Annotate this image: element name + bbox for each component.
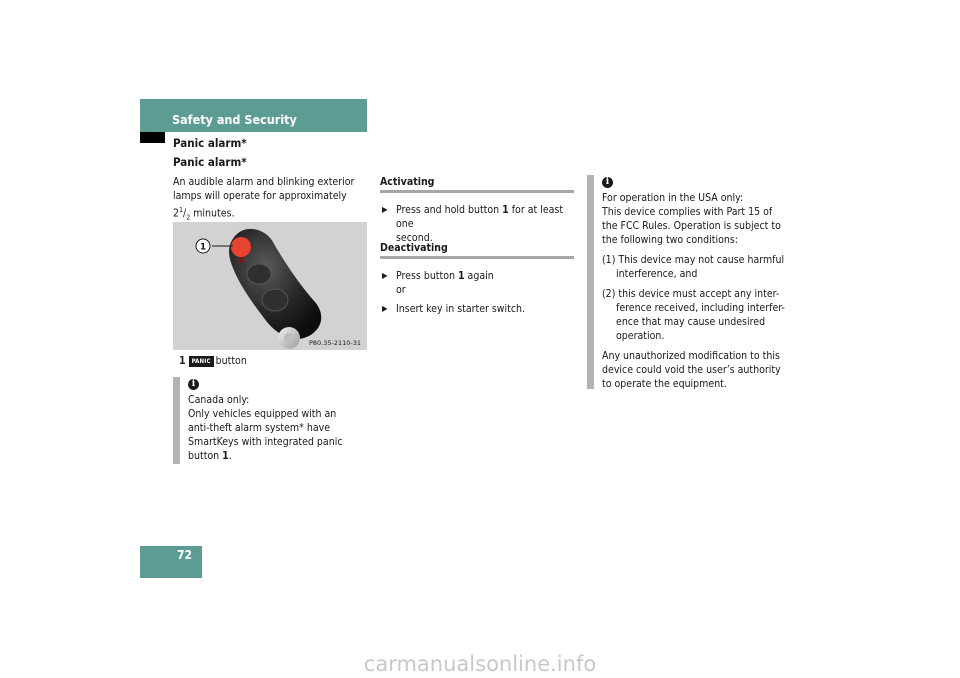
step-line: second.	[396, 232, 433, 244]
fcc-closing-line: to operate the equipment.	[602, 378, 727, 390]
image-caption	[179, 354, 247, 368]
fcc-info-box	[587, 175, 792, 389]
header-marker	[140, 132, 165, 143]
fcc-closing-line: device could void the user’s authority	[602, 364, 781, 376]
step-ref: 1	[502, 204, 509, 216]
fcc-line: This device complies with Part 15 of	[602, 206, 773, 218]
fcc-condition-1	[602, 253, 792, 281]
intro-line: An audible alarm and blinking exterior	[173, 176, 355, 188]
condition-line: ence that may cause undesired	[616, 316, 766, 328]
step-text: again	[464, 270, 494, 282]
intro-duration: $2^1/_2$ minutes.	[173, 206, 235, 222]
deactivating-step-2	[380, 302, 574, 316]
condition-line: (2) this device must accept any inter-	[602, 288, 780, 300]
deactivating-heading: Deactivating	[380, 242, 448, 254]
image-code: P80.35-2110-31	[308, 339, 361, 347]
duration-whole: 2	[173, 207, 180, 220]
fcc-line: the FCC Rules. Operation is subject to	[602, 220, 781, 232]
condition-line: interference, and	[616, 268, 698, 280]
callout-label: 1	[199, 242, 207, 253]
activating-section	[380, 175, 574, 245]
intro-line: lamps will operate for approximately	[173, 190, 347, 202]
smartkey-illustration	[173, 222, 367, 350]
lock-button	[247, 264, 271, 284]
canada-info-box	[173, 377, 358, 464]
heading-rule	[380, 256, 574, 259]
key-ring-hole	[284, 333, 294, 343]
step-or: or	[396, 284, 406, 296]
info-line: SmartKeys with integrated panic	[188, 436, 343, 448]
condition-line: ference received, including interfer-	[616, 302, 785, 314]
smartkey-image	[173, 222, 367, 350]
info-line: anti-theft alarm system* have	[188, 422, 331, 434]
step-line: Insert key in starter switch.	[396, 303, 526, 315]
duration-denominator: 2	[186, 213, 191, 222]
deactivating-step-1	[380, 269, 574, 297]
activating-step	[380, 203, 574, 245]
info-icon: i	[602, 177, 613, 188]
condition-line: operation.	[616, 330, 665, 342]
info-text: button	[188, 450, 223, 462]
info-ref: 1	[222, 450, 229, 462]
fcc-line: For operation in the USA only:	[602, 192, 744, 204]
deactivating-section	[380, 241, 574, 316]
info-text: .	[228, 450, 232, 462]
step-arrow-icon: ▶	[382, 271, 388, 280]
fcc-closing-line: Any unauthorized modification to this	[602, 350, 780, 362]
step-text: Press and hold button	[396, 204, 503, 216]
step-arrow-icon: ▶	[382, 205, 388, 214]
step-line	[396, 203, 574, 231]
step-line	[396, 269, 574, 283]
condition-line: (1) This device may not cause harmful	[602, 254, 785, 266]
panic-badge: PANIC	[189, 356, 214, 367]
info-line: Canada only:	[188, 394, 250, 406]
heading-rule	[380, 190, 574, 193]
indicator-led	[238, 257, 244, 263]
fcc-line: the following two conditions:	[602, 234, 738, 246]
page-number: 72	[176, 548, 192, 562]
step-ref: 1	[457, 270, 465, 282]
intro-paragraph	[173, 175, 358, 225]
header-subtitle: Panic alarm*	[173, 136, 247, 150]
step-arrow-icon: ▶	[382, 304, 388, 313]
duration-numerator: 1	[179, 206, 184, 214]
watermark: carmanualsonline.info	[363, 652, 597, 676]
activating-heading: Activating	[380, 176, 435, 188]
section-title: Safety and Security	[172, 112, 297, 127]
caption-number: 1	[179, 355, 186, 367]
page-title: Panic alarm*	[173, 155, 247, 169]
caption-text: button	[215, 355, 247, 367]
fcc-condition-2	[602, 287, 792, 343]
panic-button	[231, 237, 251, 257]
duration-unit: minutes.	[190, 207, 235, 220]
unlock-button	[262, 289, 288, 311]
step-text: Press button	[396, 270, 458, 282]
info-line: Only vehicles equipped with an	[188, 408, 337, 420]
step-text: for at least one	[396, 204, 564, 230]
info-line	[188, 449, 358, 463]
info-icon: i	[188, 379, 199, 390]
